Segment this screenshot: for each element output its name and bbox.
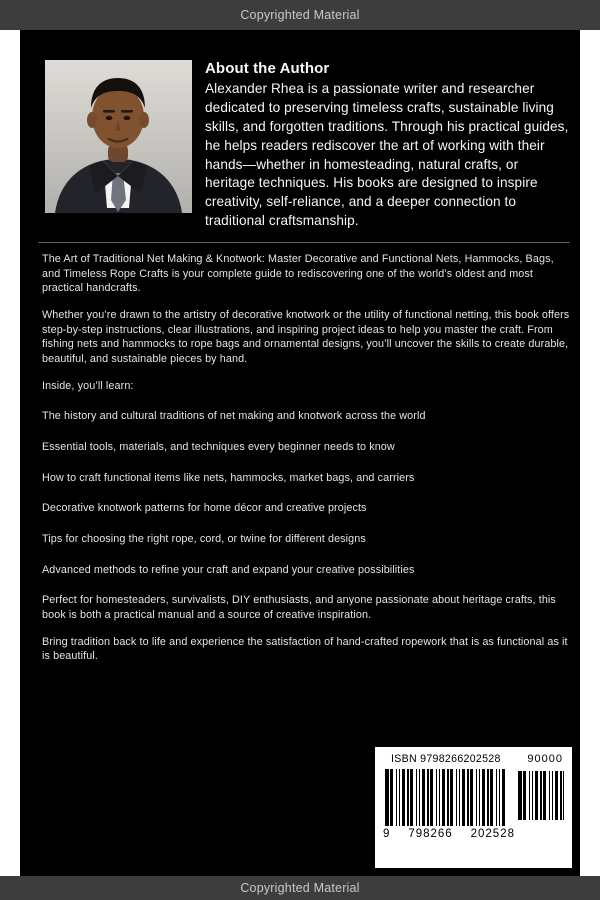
author-photo <box>45 60 192 213</box>
description-paragraph-3: Perfect for homesteaders, survivalists, DIY enthusiasts, and anyone passionate about heritage crafts, this book is both a practical manual and a source of creative inspiration. <box>42 594 556 622</box>
barcode-digit-group-1: 798266 <box>408 828 453 840</box>
divider-line <box>38 242 570 243</box>
learn-list-item: Essential tools, materials, and techniques every beginner needs to know <box>42 441 395 454</box>
ean13-barcode <box>385 769 505 826</box>
barcode-panel <box>375 747 572 868</box>
barcode-bars-row <box>375 765 572 826</box>
about-author-text <box>205 60 570 231</box>
isbn-label: ISBN 9798266202528 <box>391 753 501 765</box>
about-author-heading: About the Author <box>205 60 330 77</box>
description-paragraph-4: Bring tradition back to life and experience the satisfaction of hand-crafted ropework that is as functional as it is beautiful. <box>42 635 568 663</box>
book-back-cover <box>20 30 580 876</box>
copyright-banner-top-text: Copyrighted Material <box>240 8 360 22</box>
author-bio: Alexander Rhea is a passionate writer and researcher dedicated to preserving timeless crafts, sustainable living skills, and forgotten traditions. Through his practical guides, he helps readers rediscover the art of working with their hands—whether in homesteading, natural crafts, or heritage techniques. His books are designed to inspire creativity, self-reliance, and a deeper connection to traditional craftsmanship. <box>205 81 569 229</box>
learn-list-item: The history and cultural traditions of net making and knotwork across the world <box>42 410 426 423</box>
barcode-digit-prefix: 9 <box>383 828 391 840</box>
inside-learn-label: Inside, you’ll learn: <box>42 379 134 392</box>
barcode-digit-group-2: 202528 <box>470 828 515 840</box>
copyright-banner-top <box>0 0 600 30</box>
author-portrait-illustration <box>45 60 192 213</box>
barcode-digits <box>375 828 515 840</box>
addon-barcode <box>518 771 564 820</box>
copyright-banner-bottom-text: Copyrighted Material <box>240 881 360 895</box>
description-paragraph-1: The Art of Traditional Net Making & Knotwork: Master Decorative and Functional Nets, Hammocks, Bags, and Timeless Rope Crafts is your complete guide to rediscovering one of the world’s oldest and most practical handcrafts. <box>42 253 554 295</box>
barcode-labels-row <box>375 747 572 765</box>
copyright-banner-bottom <box>0 876 600 900</box>
learn-list-item: Advanced methods to refine your craft and expand your creative possibilities <box>42 563 415 576</box>
price-code-label: 90000 <box>527 753 563 765</box>
about-author-section <box>45 60 570 231</box>
learn-list-item: Tips for choosing the right rope, cord, or twine for different designs <box>42 533 366 546</box>
description-paragraph-2: Whether you’re drawn to the artistry of decorative knotwork or the utility of functional netting, this book offers step-by-step instructions, clear illustrations, and inspiring project ideas to help you master the craft. From fishing nets and hammocks to rope bags and ornamental designs, you’ll uncover the skills to create durable, beautiful, and sustainable pieces by hand. <box>42 309 570 366</box>
learn-list-item: Decorative knotwork patterns for home décor and creative projects <box>42 502 367 515</box>
book-description <box>42 252 570 676</box>
learn-list-item: How to craft functional items like nets, hammocks, market bags, and carriers <box>42 471 415 484</box>
